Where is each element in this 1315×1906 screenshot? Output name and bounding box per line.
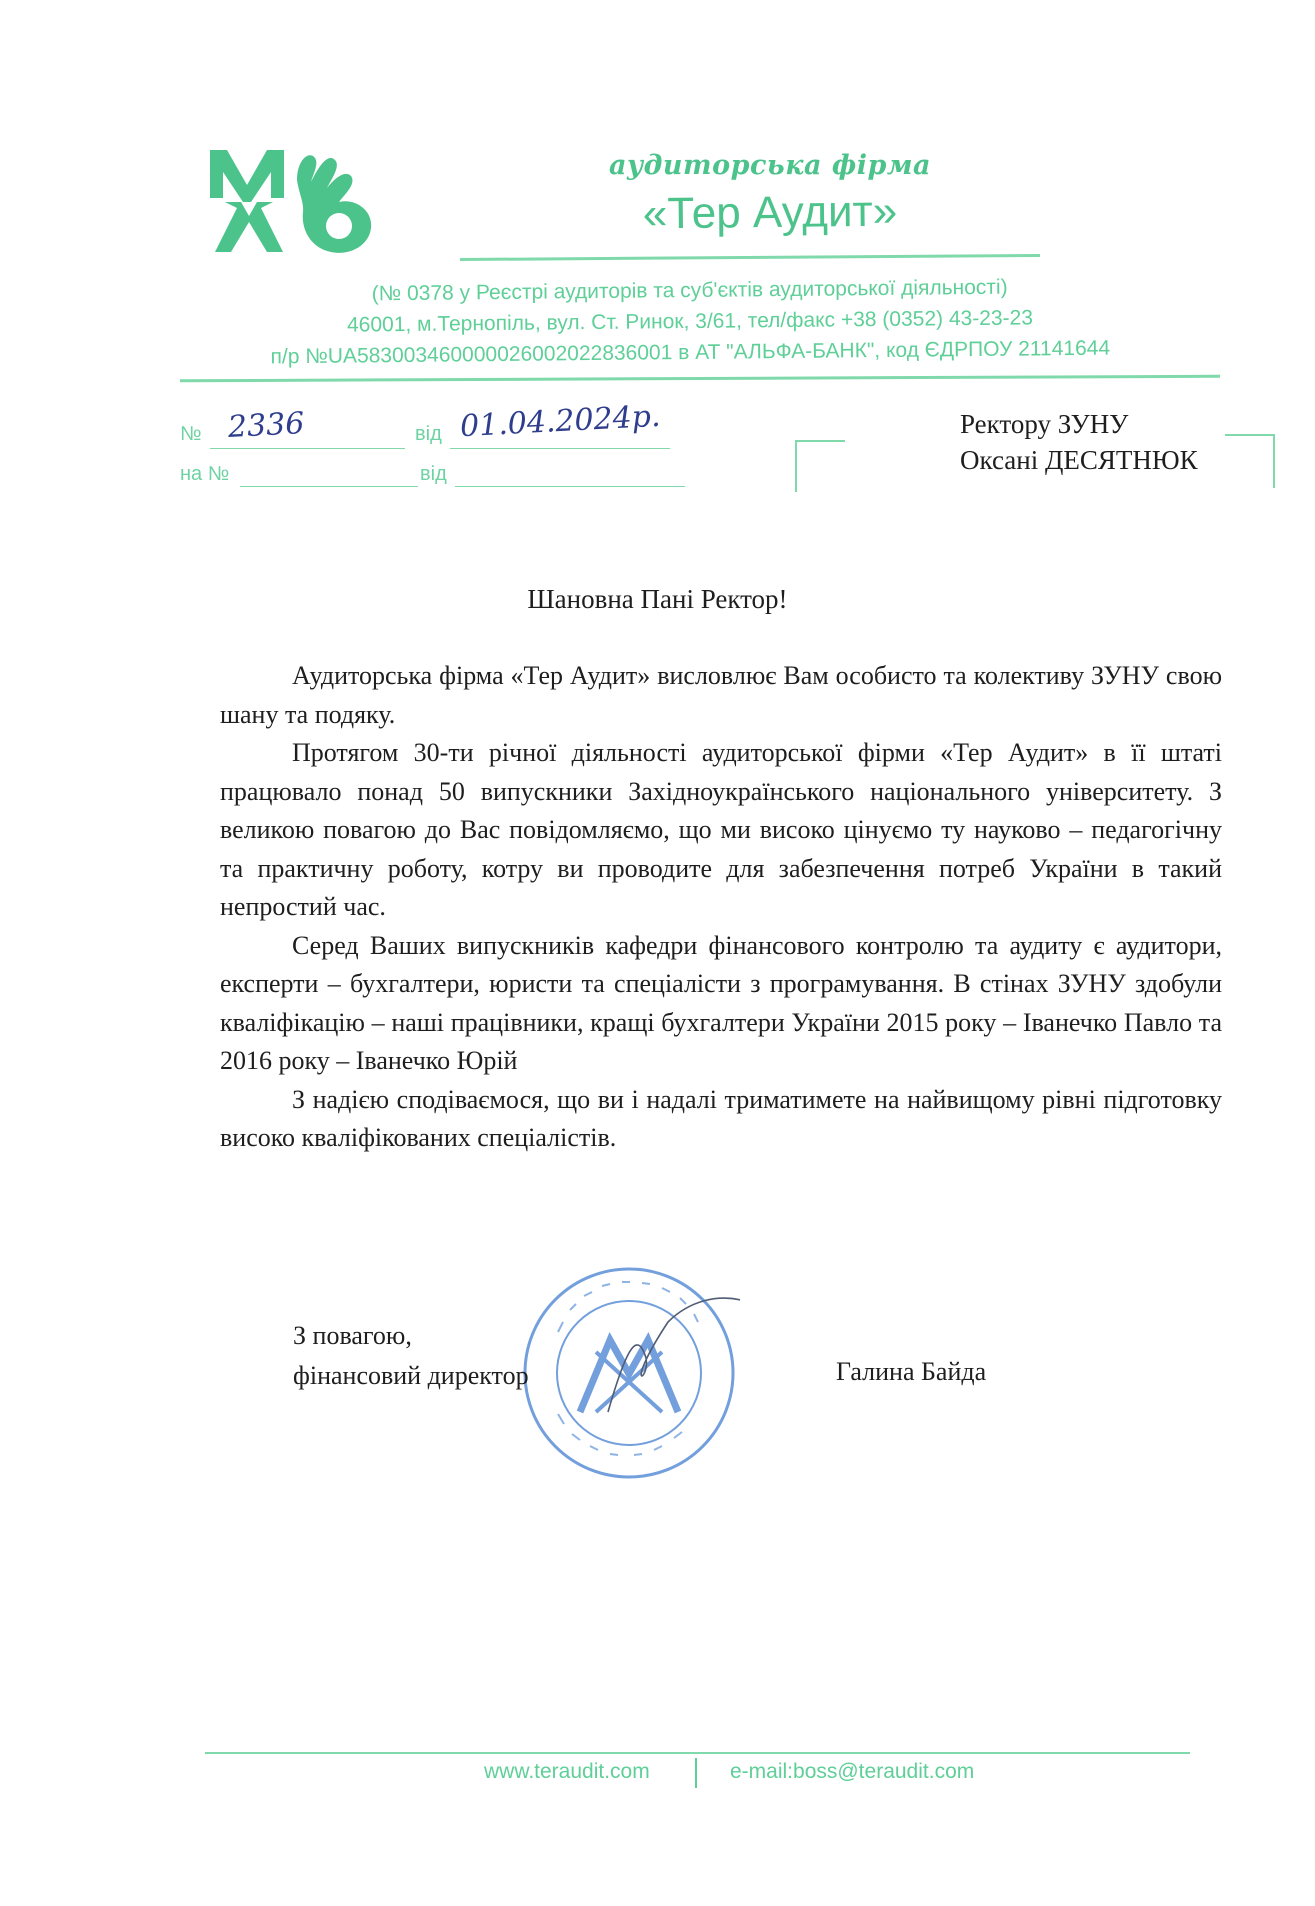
paragraph-1: Аудиторська фірма «Тер Аудит» висловлює Вам особисто та колективу ЗУНУ свою шану та подяку.	[220, 661, 1222, 729]
footer-email: e-mail:boss@teraudit.com	[730, 1760, 975, 1783]
firm-details	[225, 270, 1156, 373]
ref-no-label: №	[180, 423, 202, 445]
bank-line: п/р №UA583003460000026002022836001 в АТ "АЛЬФА-БАНК", код ЄДРПОУ 21141644	[270, 336, 1111, 369]
signer-name: Галина Байда	[836, 1357, 987, 1386]
reply-date-label: від	[420, 463, 447, 485]
paragraph-4: З надією сподіваємося, що ви і надалі триматимете на найвищому рівні підготовку високо кваліфікованих спеціалістів.	[220, 1084, 1222, 1152]
reply-date-underline	[455, 486, 685, 487]
ref-date-label: від	[415, 423, 442, 445]
ref-no-value: 2336	[227, 406, 306, 445]
footer-separator	[695, 1758, 697, 1788]
company-stamp	[518, 1262, 740, 1484]
registry-line: (№ 0378 у Реєстрі аудиторів та суб'єктів аудиторської діяльності)	[371, 275, 1008, 306]
letterhead-divider	[460, 254, 1040, 261]
reply-no-label: на №	[180, 463, 230, 485]
closing-salutation: З повагою,	[293, 1321, 412, 1350]
firm-name: «Тер Аудит»	[642, 186, 898, 239]
letterhead-bottom-divider	[180, 375, 1220, 383]
closing	[293, 1316, 529, 1396]
address-line: 46001, м.Тернопіль, вул. Ст. Ринок, 3/61, тел/факс +38 (0352) 43-23-23	[346, 306, 1034, 337]
addressee-corner-left	[795, 440, 845, 492]
ref-no-underline	[210, 448, 405, 449]
paragraph-3: Серед Ваших випускників кафедри фінансового контролю та аудиту є аудитори, експерти – бухгалтери, юристи та спеціалісти з програмування. В стінах ЗУНУ здобули кваліфікацію – наші працівники, кращі бухгалтери України 2015 року – Іванечко Павло та 2016 року – Іванечко Юрій	[220, 930, 1222, 1075]
addressee-corner-right	[1225, 434, 1275, 488]
footer-divider	[205, 1752, 1190, 1754]
reply-no-underline	[240, 486, 418, 487]
addressee-title: Ректору ЗУНУ	[960, 409, 1129, 439]
paragraph-2: Протягом 30-ти річної діяльності аудиторської фірми «Тер Аудит» в її штаті працювало понад 50 випускники Західноукраїнського національного університету. З великою повагою до Вас повідомляємо, що ми високо цінуємо ту науково – педагогічну та практичну роботу, котру ви проводите для забезпечення потреб України в такий непростий час.	[220, 738, 1222, 921]
addressee-name: Оксані ДЕСЯТНЮК	[960, 445, 1198, 475]
ref-date-underline	[450, 448, 670, 449]
letter-body	[220, 657, 1222, 1158]
ref-date-value: 01.04.2024р.	[459, 398, 662, 445]
firm-logo	[205, 140, 395, 255]
footer-website: www.teraudit.com	[484, 1760, 650, 1783]
firm-subtitle: аудиторська фірма	[608, 150, 932, 181]
signer-position: фінансовий директор	[293, 1361, 529, 1390]
addressee	[960, 406, 1198, 478]
greeting: Шановна Пані Ректор!	[527, 584, 788, 614]
